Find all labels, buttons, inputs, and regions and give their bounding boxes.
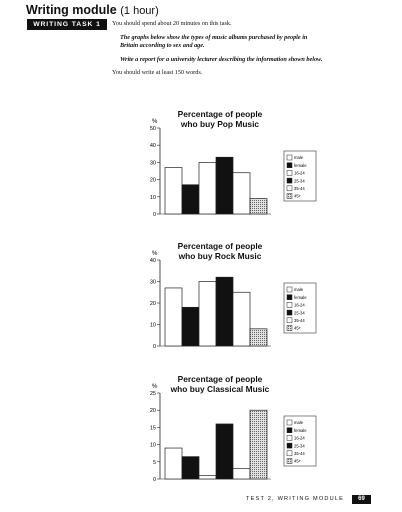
prompt-line-1: The graphs below show the types of music albums purchased by people in: [120, 34, 308, 41]
bar-35-44: [233, 469, 250, 479]
chart-title-line-2: who buy Rock Music: [178, 250, 262, 261]
module-title: [26, 3, 159, 17]
legend-swatch: [287, 420, 292, 425]
y-tick-label: 20: [149, 408, 156, 415]
module-title-text: Writing module: [26, 3, 117, 17]
legend-swatch: [287, 310, 292, 315]
pop-music-plot: [0, 108, 402, 220]
bar-25-34: [216, 277, 233, 346]
y-tick-label: 5: [152, 459, 156, 466]
rock-music-chart: [0, 240, 402, 354]
module-duration: (1 hour): [120, 5, 159, 17]
chart-title-line-1: Percentage of people: [177, 241, 263, 251]
prompt-line-2: Britain according to sex and age.: [120, 42, 205, 49]
chart-legend: [284, 283, 316, 333]
y-tick-label: 25: [149, 391, 156, 397]
legend-entry-35-44: 35-44: [294, 186, 305, 191]
bar-male: [165, 288, 182, 346]
chart-title-line-2: who buy Classical Music: [170, 383, 270, 394]
bar-female: [182, 185, 199, 214]
legend-swatch: [287, 186, 292, 191]
y-tick-label: 30: [149, 279, 156, 286]
classical-music-chart: [0, 373, 402, 487]
pop-music-chart: [0, 108, 402, 220]
legend-swatch: [287, 459, 292, 464]
chart-legend: [284, 416, 316, 466]
legend-swatch: [287, 155, 292, 160]
y-tick-label: 40: [149, 143, 156, 150]
bar-16-24: [199, 476, 216, 479]
legend-entry-25-34: 25-34: [294, 310, 305, 316]
y-tick-label: 0: [152, 344, 156, 350]
chart-legend: [284, 151, 316, 201]
legend-entry-16-24: 16-24: [294, 170, 305, 176]
y-tick-label: 10: [149, 322, 156, 329]
y-tick-label: 0: [152, 212, 156, 218]
bar-45+: [250, 199, 267, 214]
y-axis-label: %: [152, 251, 158, 257]
legend-swatch: [287, 318, 292, 323]
legend-swatch: [287, 163, 292, 168]
y-tick-label: 10: [149, 442, 156, 449]
legend-entry-25-34: 25-34: [294, 178, 305, 184]
legend-swatch: [287, 443, 292, 448]
legend-entry-male: male: [294, 420, 304, 426]
legend-entry-female: female: [294, 294, 307, 300]
y-axis-label: %: [152, 384, 158, 390]
classical-music-plot: [0, 373, 402, 487]
chart-title-line-1: Percentage of people: [177, 374, 263, 384]
legend-entry-25-34: 25-34: [294, 443, 305, 449]
y-tick-label: 30: [149, 160, 156, 167]
bar-16-24: [199, 282, 216, 347]
legend-swatch: [287, 451, 292, 456]
bar-45+: [250, 410, 267, 479]
bar-male: [165, 448, 182, 479]
y-tick-label: 20: [149, 177, 156, 184]
legend-entry-35-44: 35-44: [294, 318, 305, 323]
legend-swatch: [287, 170, 292, 175]
bar-female: [182, 457, 199, 479]
bar-35-44: [233, 292, 250, 346]
time-instruction: You should spend about 20 minutes on this task.: [112, 20, 232, 27]
page-number: 69: [352, 495, 371, 504]
bar-25-34: [216, 157, 233, 214]
footer-text: TEST 2, WRITING MODULE: [246, 496, 345, 502]
legend-swatch: [287, 428, 292, 433]
legend-entry-35-44: 35-44: [294, 451, 305, 456]
bar-male: [165, 168, 182, 214]
legend-swatch: [287, 287, 292, 292]
task-badge: WRITING TASK 1: [27, 19, 107, 30]
bar-25-34: [216, 424, 233, 479]
bar-45+: [250, 329, 267, 346]
legend-entry-45+: 45+: [294, 325, 302, 331]
word-count-instruction: You should write at least 150 words.: [112, 69, 203, 76]
legend-swatch: [287, 295, 292, 300]
legend-entry-16-24: 16-24: [294, 435, 305, 441]
legend-swatch: [287, 435, 292, 440]
legend-entry-male: male: [294, 155, 304, 161]
page-footer: [0, 495, 402, 507]
y-tick-label: 15: [149, 425, 156, 432]
legend-entry-45+: 45+: [294, 458, 302, 464]
y-tick-label: 50: [149, 126, 156, 132]
bar-female: [182, 307, 199, 346]
legend-swatch: [287, 302, 292, 307]
legend-entry-male: male: [294, 287, 304, 293]
chart-title-line-1: Percentage of people: [177, 109, 263, 119]
report-instruction: Write a report for a university lecturer describing the information shown below.: [120, 56, 323, 63]
legend-entry-female: female: [294, 162, 307, 168]
bar-35-44: [233, 173, 250, 214]
legend-entry-female: female: [294, 427, 307, 433]
bar-16-24: [199, 162, 216, 214]
legend-swatch: [287, 194, 292, 199]
chart-title-line-2: who buy Pop Music: [180, 118, 260, 129]
legend-entry-16-24: 16-24: [294, 302, 305, 308]
rock-music-plot: [0, 240, 402, 354]
y-tick-label: 10: [149, 194, 156, 201]
y-tick-label: 0: [152, 477, 156, 483]
legend-entry-45+: 45+: [294, 193, 302, 199]
legend-swatch: [287, 326, 292, 331]
y-axis-label: %: [152, 119, 158, 125]
legend-swatch: [287, 178, 292, 183]
y-tick-label: 20: [149, 301, 156, 307]
y-tick-label: 40: [149, 258, 156, 264]
